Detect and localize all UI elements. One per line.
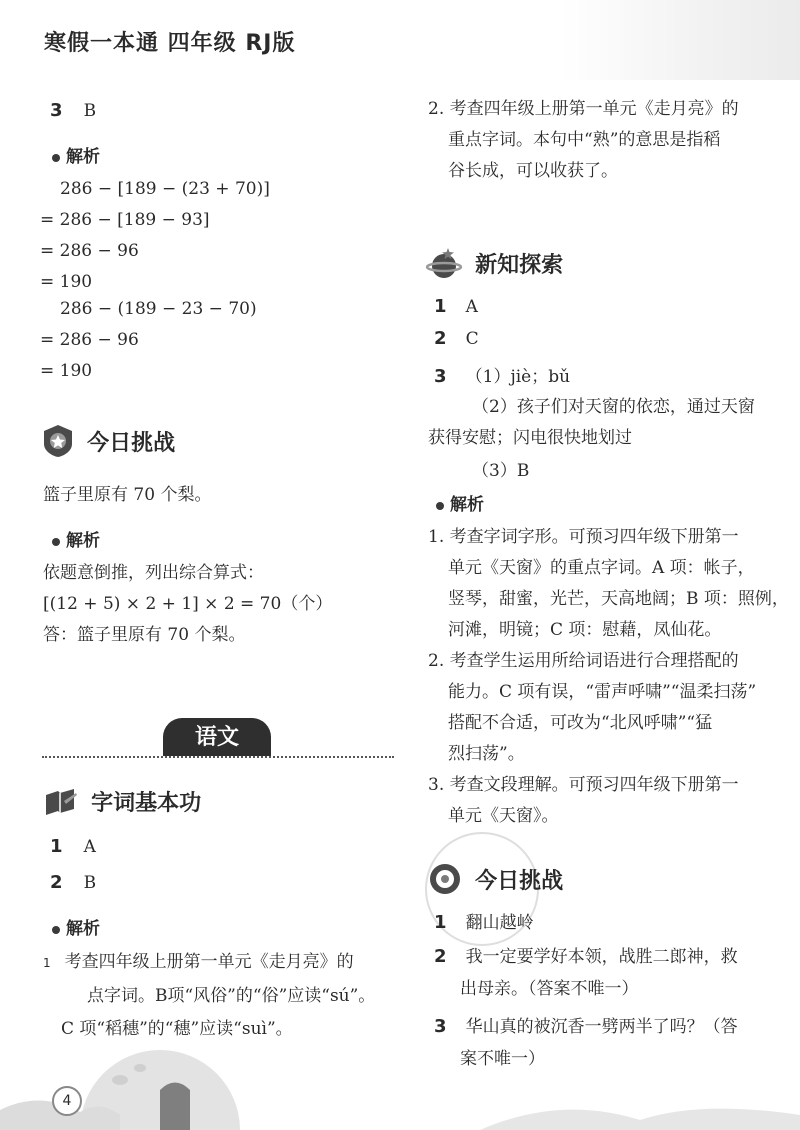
expl-line: 答：篮子里原有 70 个梨。 bbox=[43, 625, 246, 645]
answer: B bbox=[83, 873, 97, 893]
calculation-1 bbox=[40, 174, 270, 298]
answer: B bbox=[83, 101, 97, 121]
question-number: 2 bbox=[434, 946, 447, 967]
planet-star-icon bbox=[426, 246, 462, 280]
question-number: 2 bbox=[434, 328, 447, 349]
calc-line: = 190 bbox=[40, 361, 93, 381]
question-number: 1 bbox=[434, 912, 447, 933]
sub-answer: 获得安慰；闪电很快地划过 bbox=[428, 428, 632, 448]
bullet-icon bbox=[52, 538, 60, 546]
expl-line: 单元《天窗》。 bbox=[448, 806, 559, 826]
expl-line: 2. 考查四年级上册第一单元《走月亮》的 bbox=[428, 99, 739, 119]
answer-continued: 出母亲。（答案不唯一） bbox=[460, 979, 639, 999]
challenge-answer bbox=[434, 908, 534, 933]
book-title: 寒假一本通 四年级 RJ版 bbox=[44, 31, 296, 56]
bullet-icon bbox=[52, 154, 60, 162]
answer: 我一定要学好本领，战胜二郎神，救 bbox=[465, 947, 738, 967]
expl-line: 1. 考查字词字形。可预习四年级下册第一 bbox=[428, 527, 739, 547]
section-title: 字词基本功 bbox=[91, 791, 202, 816]
question-number: 3 bbox=[50, 100, 63, 121]
explore-q3-part2 bbox=[428, 392, 755, 454]
jiexi-heading: 解析 bbox=[52, 914, 100, 939]
challenge-explanation bbox=[43, 558, 332, 651]
sub-answer: （3）B bbox=[472, 461, 530, 481]
expl-line: 竖琴，甜蜜，光芒，天高地阔；B 项：照例， bbox=[448, 589, 789, 609]
expl-line: 考查四年级上册第一单元《走月亮》的 bbox=[64, 952, 354, 972]
item-number: 1 bbox=[43, 956, 51, 970]
shield-badge-icon bbox=[42, 424, 74, 458]
calc-line: 286 − (189 − 23 − 70) bbox=[60, 299, 257, 319]
expl-line: 2. 考查学生运用所给词语进行合理搭配的 bbox=[428, 651, 739, 671]
section-title: 新知探索 bbox=[475, 252, 564, 278]
subject-tab: 语文 bbox=[163, 718, 271, 756]
bullet-icon bbox=[52, 926, 60, 934]
answer: A bbox=[465, 297, 478, 317]
target-badge-icon bbox=[428, 862, 462, 896]
question-number: 3 bbox=[434, 1016, 447, 1037]
section-title: 今日挑战 bbox=[475, 868, 564, 894]
expl-line: C 项“稻穗”的“穗”应读“suì”。 bbox=[61, 1019, 293, 1039]
answer: 翻山越岭 bbox=[465, 913, 534, 933]
explore-explanations bbox=[428, 522, 800, 832]
sub-answer: （2）孩子们对天窗的依恋，通过天窗 bbox=[472, 397, 755, 417]
expl-line: [(12 + 5) × 2 + 1] × 2 = 70（个） bbox=[43, 594, 333, 614]
explore-q3 bbox=[434, 362, 570, 387]
expl-line: 单元《天窗》的重点字词。A 项：帐子， bbox=[448, 558, 755, 578]
answer-continued: 案不唯一） bbox=[460, 1049, 545, 1069]
section-title: 今日挑战 bbox=[87, 430, 176, 456]
expl-line: 重点字词。本句中“熟”的意思是指稻 bbox=[448, 130, 721, 150]
jiexi-heading: 解析 bbox=[52, 526, 100, 551]
jiexi-heading: 解析 bbox=[52, 142, 100, 167]
challenge-answer bbox=[434, 942, 738, 967]
expl-line: 点字词。B项“风俗”的“俗”应读“sú”。 bbox=[87, 986, 376, 1006]
answer: C bbox=[465, 329, 479, 349]
question-number: 2 bbox=[50, 872, 63, 893]
calc-line: 286 − [189 − (23 + 70)] bbox=[60, 179, 270, 199]
footer-decoration bbox=[0, 1020, 800, 1130]
expl-line: 依题意倒推，列出综合算式： bbox=[43, 563, 264, 583]
left-q3 bbox=[50, 100, 96, 121]
expl-line: 谷长成，可以收获了。 bbox=[448, 161, 618, 181]
book-pen-icon bbox=[44, 787, 78, 817]
answer: A bbox=[83, 837, 96, 857]
explore-answer bbox=[434, 328, 479, 349]
challenge-section-left bbox=[42, 424, 175, 458]
dotted-divider bbox=[42, 756, 394, 758]
question-number: 1 bbox=[50, 836, 63, 857]
challenge-section-right bbox=[428, 862, 563, 896]
explore-section bbox=[426, 246, 563, 280]
vocab-answer bbox=[50, 836, 96, 857]
expl-line: 烈扫荡”。 bbox=[448, 744, 525, 764]
vocab-section bbox=[44, 786, 201, 817]
item-2-explanation bbox=[428, 94, 739, 187]
sub-answer: （1）jiè；bǔ bbox=[465, 367, 571, 387]
bullet-icon bbox=[436, 502, 444, 510]
page-number: 4 bbox=[52, 1086, 82, 1116]
jiexi-heading: 解析 bbox=[436, 490, 484, 515]
answer: 华山真的被沉香一劈两半了吗？（答 bbox=[465, 1017, 738, 1037]
header-decoration bbox=[560, 0, 800, 80]
expl-line: 搭配不合适，可改为“北风呼啸”“猛 bbox=[448, 713, 713, 733]
question-number: 1 bbox=[434, 296, 447, 317]
explore-answer bbox=[434, 296, 478, 317]
challenge-answer: 篮子里原有 70 个梨。 bbox=[43, 485, 212, 505]
question-number: 3 bbox=[434, 366, 447, 387]
calculation-2 bbox=[40, 294, 257, 387]
expl-line: 能力。C 项有误，“雷声呼啸”“温柔扫荡” bbox=[448, 682, 757, 702]
vocab-answer bbox=[50, 872, 96, 893]
calc-line: = 286 − 96 bbox=[40, 241, 139, 261]
expl-line: 河滩，明镜；C 项：慰藉，凤仙花。 bbox=[448, 620, 722, 640]
calc-line: = 286 − [189 − 93] bbox=[40, 210, 210, 230]
calc-line: = 190 bbox=[40, 272, 93, 292]
calc-line: = 286 − 96 bbox=[40, 330, 139, 350]
expl-line: 3. 考查文段理解。可预习四年级下册第一 bbox=[428, 775, 739, 795]
